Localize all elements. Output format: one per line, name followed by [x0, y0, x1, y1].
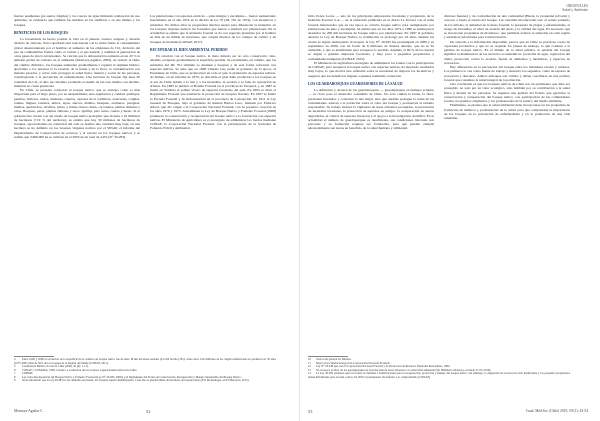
left-col2-para-1: En relación con el bosque nativo, la meta debería ser no solo conservarlo; sino, además, recuperar gradualmente la superficie perdida. Se recomienda, en cambio, que los subsidios del DL 701 también se destinen a bosques y de esta forma reforestar con especies nativas. Se sabe que en 1998 Claudio Gay pedía al gobierno de la época, el Presidente de Chile, que se promoviera en todo el país la plantación de especies nativas. Al tiempo, en un informe de 1879, se describía el gran daño producido a los bosques en el sur de Chile debido a la tala y a los incendios, la erosión y la falta de reposición de árboles. En 1885 se publicó el Boletín Forestal en la provincia de Tarapacá, y en 1887 se fundó en Valdivia el primer vivero de especies forestales del país. En 1893 se dictó el Reglamento Forestal que establecía la protección de bosques fiscales. En 1907 se fundó la Escuela Forestal y de Reforestación en la provincia de Concepción. En 1911 la Ley General de Bosques, bajo el gobierno de Ramón Barros Luco, fundada por Federico Albert, que dio origen a la Corporación Nacional Forestal, con su posterior creación en los años 1970 y 1973. Actualmente la Ley de Bosque Nativo y Fomento Forestal (2008) promueve la conservación y recuperación del bosque nativo y la forestación con especies nativas. El Ministerio de Agricultura es el encargado de administrar los fondos mediante CONAF, la Corporación Nacional Forestal, con la participación de la Sociedad de Fomento Fabril y Ambiental.: [150, 54, 276, 131]
page-number-left: 52: [146, 409, 151, 414]
left-column-1: [14, 14, 140, 139]
footnote: 5 Conferencia Médico-Social de Chile (2009, 45 (4): 1-13).: [14, 364, 89, 368]
page-number-right: 53: [308, 409, 313, 414]
footnote: 9 Se ha informado que la Ley 20.283 no ha cumplido sus metas; los bosques siguen disminuyendo. Cada año se pierden miles de hectáreas de bosque nativo (Pía Montealegre, en El Mercurio, 2015).: [14, 378, 250, 382]
footnote: 14 La Ley 20.283 establece que los fondos se destinen a bonificaciones para la recuperación, protección y manejo del bosque nativo; sin embargo, la asignación de recursos ha sido insuficiente y los pequeños propietarios tienen dificultades para acceder a ellos. En 2016 el presupuesto fue inferior a lo comprometido (CONAF).: [308, 371, 570, 379]
left-col2-intro: Las plantaciones con especies exóticas —pino insigne y eucaliptus— fueron aumentando fuertemente en el año 1974 en la década de los 70 (DL 701 de 1974), con incentivos y subsidios. En dichos años se preparaban muchos suelos para diferenciar la industria: en los bosques vírgenes nativos las forestales que fueron a sustituir por plantaciones. En la actualidad se estima que la industria forestal se da con especies plantadas por el hombre en más de un millón de hectáreas, que ocupan muchos de los campos de cultivo y de bosques de montaña (CONAF, 2017).: [150, 14, 276, 44]
right-col2-para-4: Finalmente, se plantea que la salud ambiental debe incorporarse en los programas de formación de médicos y profesionales de la salud, para que comprendan la importancia de los bosques en la prevención de enfermedades y en la promoción de una vida saludable.: [444, 103, 570, 120]
right-col1-para-3: La definición y alcance de los guardabosques — guardaparques en tiempos actuales — es clave para el desarrollo sostenible de Chile. No solo cuidan la fauna, la flora, previenen incendios y controlan la tala ilegal, sino que además protegen la salud de las comunidades, educan a la población sobre el valor del bosque y promueven el turismo responsable. Su trabajo incluye la vigilancia de áreas silvestres protegidas, la prevención de incendios forestales, la protección de especies en peligro, la recuperación de suelos degradados, el control de especies invasoras y el apoyo a la investigación científica. En la actualidad el número de guardaparques es insuficiente, sus condiciones laborales son precarias y su formación requiere ser fortalecida, para que puedan cumplir adecuadamente sus tareas en beneficio de la salud humana y ambiental.: [308, 88, 434, 131]
running-header: [562, 4, 588, 13]
footer-source: Cuad. Méd Soc (Chile) 2019, 59 (1): 43-54: [525, 409, 588, 413]
left-col1-intro: fuertes pendientes (en suelos frágiles) y los cauces de agua limitarán realización de uso aptitudes; se evidencia que también las mermas en las siembras o en sus límites y los bosques.: [14, 14, 140, 27]
right-col2-para-1: De acuerdo a la información disponible, parece que en Chile se practican cortes de capacidad productiva y que no se respetan los planes de manejo, lo que conduce a la pérdida de bosque nativo. En el ámbito de la salud pública, la pérdida del bosque significa la disminución de los servicios ecosistémicos: provisión de agua, regulación del clima, protección contra la erosión, fuente de alimentos y medicinas, y espacios de recreación.: [444, 39, 570, 65]
footnote: 6 CONAF y CONAMA, 1999. Catastro y evaluación de los recursos vegetacionales nativos de Chile.: [14, 367, 138, 372]
page-right: [300, 0, 600, 421]
right-col2-para-2: Hay diferencias en la percepción del bosque entre los habitantes rurales y urbanos. Los primeros lo ven como fuente de trabajo y sustento; los segundos, como un espacio de recreación y descanso. Ambos enfoques son válidos y deben conciliarse en una política forestal que considere la salud integral de la población.: [444, 65, 570, 82]
right-col2-para-3: Una conclusión es que los bosques nativos de Chile son un patrimonio que debe ser protegido; no solo por su valor ecológico, sino también por su contribución a la salud física y mental de las personas. Se requiere una gestión del Estado que garantice la conservación y recuperación del bosque nativo, con participación de las comunidades locales, los pueblos originarios y los profesionales de la salud y del medio ambiente.: [444, 82, 570, 103]
footnote: 10 Versos del general Ac Mireles.: [308, 357, 352, 361]
left-col1-para-2: En Chile, se presenta conservar el bosque nativo, que se anticipa como lo más importante para el largo plazo, por su adaptabilidad, auto-regulación y calidad: quillayes, peumos, bellotos, robles, maitenes, canelos, cipreses de la cordillera, araucarias, coigües, raulíes, lingues, laureles, ulmos, tepas, alerces, mañíos, lleuques, avellanos, pataguas, mañíos, quebrachos, olivillos, pitras, y lumas, tineos, luma, corcolenes, palmas chilenas y otros. Bosques, patas, palmas chilenas y otros. Quillay, palo santo, canelo y hualo. Si el gobierno fue creado con 'un estado de bosque nativo protegido' que alcanza a 16 millones de hectáreas (>19 % del territorio), se estima que hay 30 millones de hectáreas de bosques, aprovechables en comercial del cual se destina una cantidad muy baja; en una hectárea se ha definido en los bosques vírgenes nativos por el SINAP, el informe del Departamento de Conservación de recursos y el rescate en los bosques nativos y se estima que 3.600.000 ha se cultivan en el 2005 de un total de 4,9% (N° 20.283).: [14, 88, 140, 139]
journal-subsection-label: Salud y Ambiente: [562, 8, 588, 13]
footer-author: Montoya-Aguilar C.: [14, 409, 44, 413]
footnote: 13 Se reconoce la labor de los guardaparques en la protección de áreas silvestres y la educación ambiental (Dr. Humberto Montoya, revisado 27-05-2016).: [308, 367, 491, 372]
footnote: 12 Ley N° 18.348 que crea la Corporación Nacional Forestal y de Protección de Recursos Naturales Renovables, 1984.: [308, 364, 451, 368]
section-heading-beneficios: BENEFICIOS DE LOS BOSQUES: [14, 30, 69, 35]
right-column-2: [444, 14, 570, 120]
right-footnotes: [308, 358, 570, 379]
right-col1-para-2: El Ministerio de Agricultura encargado de administrar los fondos con la participación de CONAF, para recuperar el bosque nativo con especies nativas, ha mostrado resultados muy bajos, lo que motiva una reflexión sobre la necesidad de mejorar los incentivos y asegurar que los beneficios lleguen a quienes realmente conservan.: [308, 60, 434, 78]
footnote: 8 Ley sobre Recuperación del Bosque Nativo y Fomento Forestal (Ley N° 20.283, 2008), y el Reglamento del Fondo de Conservación, Recuperación y Manejo Sustentable del Bosque Nativo.: [14, 374, 242, 379]
right-column-1: [308, 14, 434, 131]
footnote: 11 https://www.fundacionsyg.cl/la-Corporación-Nacional-Forestal/.: [308, 360, 391, 365]
right-col2-intro: diversas fuentes) y de conformación de una comunidad (Hueta, la propiedad privada) y conocer a fondo el estado del bosque. Las variables involucradas son: el estado sanitario de los árboles, la densidad de la masa forestal, la presencia de plagas y enfermedades, el riesgo de incendios, el nivel de erosión del suelo y la calidad del agua. Es necesario que se incorporen programas de monitoreo, que permitan evaluar la situación en cada región y establecer prioridades para la intervención.: [444, 14, 570, 40]
left-footnotes: [14, 358, 276, 383]
left-col1-para-1: La fotosíntesis ha hecho posible la vida en el planeta. Genera oxígeno y absorbe dióxido de carbono. Esta capacidad está relacionada con la lucha frente al calentamiento global desencadenado por el hombre: el aumento de las emisiones de CO₂ derivado del uso de combustibles fósiles como el carbón y el gas natural, y también la generación de otros gases de efecto invernadero. Se calcula que la deforestación aumenta en un 20 % la emisión global de carbono en el ambiente (Montoya-Aguilar, 2009). Al reducir el ritmo del cambio climático, los bosques aumentan gradualmente y regulan el régimen hídrico, aportando a los terrenos la la erosión; de la fauna y de la flora, la contaminación con metales pesados, y sobre todo protegen la salud física, mental y social de las personas, contribuyendo a la prevención de enfermedades. Una hectárea de bosque fija unas 20 toneladas de CO₂ al año; un caballero promedio es dueño de tan solo media o un décimo, mientras no crean ganancias.: [14, 37, 140, 88]
journal-section-label: ORIGINALES: [566, 4, 588, 8]
footnote: 4 Entre 1990 y 2006 la evolución de la superficie de la cubierta de bosque nativo fue de unas 18 mil hectáreas anuales (4,4 mil ha/año). Hoy cubre unos 14,6 millones de ha. Según estimaciones se perdieron en 30 años (1975-2007) más de 50% de los bosques de la Región del Maule (CONAF, 2011).: [14, 357, 276, 365]
right-col1-intro: Julio Ponce Lerou — uno de los principales empresarios forestales y propietario de la Industria Forestal S.A.— en la entrevista publicada en el diario La Tercera con el tema forestal mencionaba que en esa época se cortaba bosque nativo para reemplazarlo por plantaciones de pino y eucaliptus. Se estima que en los años 1974 a 1990 se sustituyeron alrededor de 200 mil hectáreas de bosque nativo por plantaciones. En 1997 el gobierno anunció la Ley de Bosque Nativo; la tramitación se prolongó por 16 años, durante los cuales se siguió destruyendo el bosque; la Ley N° 20.283 fue promulgada en 2008 y su reglamento en 2009, con un fondo de 8 millones de dólares anuales, que no se ha cumplido, y que es insuficiente para recuperar lo perdido. Además, el 60 % de los fondos se asigna a grandes empresas forestales, y muy poco a pequeños propietarios y comunidades indígenas (CONAF, 2015).: [308, 14, 434, 61]
section-heading-guardabosques: LOS GUARDABOSQUES GUARDADORES DE LA SALUD: [308, 81, 403, 86]
footnote: 7 CORMA.: [14, 371, 34, 375]
section-heading-recuperar: RECUPERAR EL BIEN AMBIENTAL PERDIDO: [150, 47, 228, 52]
left-column-2: [150, 14, 276, 131]
